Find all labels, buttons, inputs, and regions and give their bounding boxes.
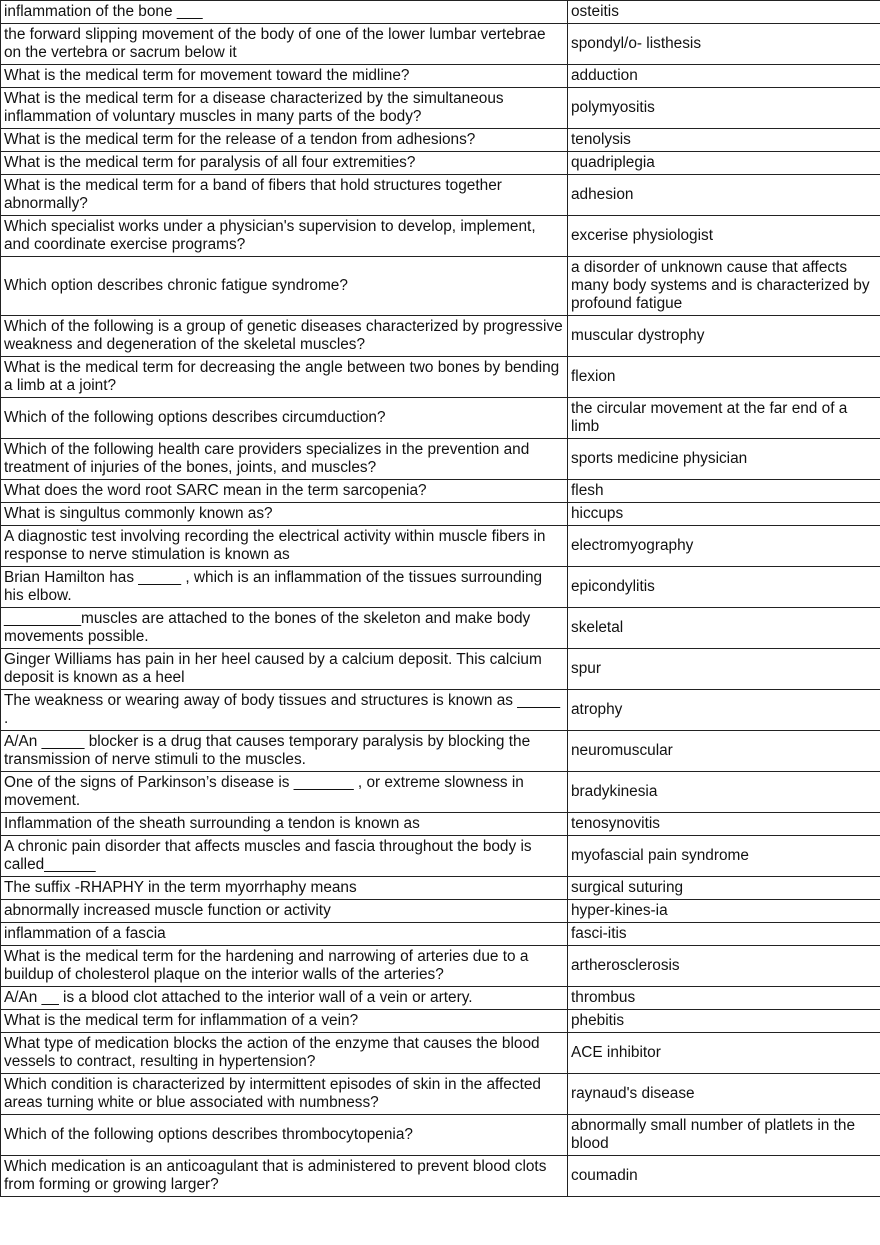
question-cell: What is singultus commonly known as?	[1, 503, 568, 526]
answer-cell: the circular movement at the far end of a limb	[568, 398, 880, 439]
answer-cell: coumadin	[568, 1156, 880, 1197]
table-row	[1, 129, 880, 152]
question-cell: What is the medical term for the release of a tendon from adhesions?	[1, 129, 568, 152]
table-row	[1, 690, 880, 731]
question-cell: Which option describes chronic fatigue syndrome?	[1, 257, 568, 316]
question-cell: _________muscles are attached to the bones of the skeleton and make body movements possible.	[1, 608, 568, 649]
answer-cell: spondyl/o- listhesis	[568, 24, 880, 65]
answer-cell: spur	[568, 649, 880, 690]
answer-cell: tenolysis	[568, 129, 880, 152]
question-cell: abnormally increased muscle function or activity	[1, 900, 568, 923]
answer-cell: polymyositis	[568, 88, 880, 129]
question-cell: What is the medical term for decreasing the angle between two bones by bending a limb at a joint?	[1, 357, 568, 398]
question-cell: What is the medical term for inflammation of a vein?	[1, 1010, 568, 1033]
answer-cell: artherosclerosis	[568, 946, 880, 987]
table-row	[1, 503, 880, 526]
answer-cell: muscular dystrophy	[568, 316, 880, 357]
table-row	[1, 175, 880, 216]
question-cell: Brian Hamilton has _____ , which is an inflammation of the tissues surrounding his elbow.	[1, 567, 568, 608]
question-cell: The suffix -RHAPHY in the term myorrhaphy means	[1, 877, 568, 900]
table-row	[1, 152, 880, 175]
question-cell: Which specialist works under a physician's supervision to develop, implement, and coordinate exercise programs?	[1, 216, 568, 257]
answer-cell: flexion	[568, 357, 880, 398]
answer-cell: phebitis	[568, 1010, 880, 1033]
question-cell: inflammation of the bone ___	[1, 1, 568, 24]
table-row	[1, 836, 880, 877]
question-cell: What is the medical term for the hardening and narrowing of arteries due to a buildup of cholesterol plaque on the interior walls of the arteries?	[1, 946, 568, 987]
question-cell: What is the medical term for paralysis of all four extremities?	[1, 152, 568, 175]
answer-cell: electromyography	[568, 526, 880, 567]
question-cell: A chronic pain disorder that affects muscles and fascia throughout the body is called______	[1, 836, 568, 877]
answer-cell: myofascial pain syndrome	[568, 836, 880, 877]
table-row	[1, 1156, 880, 1197]
answer-cell: a disorder of unknown cause that affects many body systems and is characterized by profound fatigue	[568, 257, 880, 316]
table-row	[1, 900, 880, 923]
table-row	[1, 526, 880, 567]
table-row	[1, 398, 880, 439]
question-cell: What is the medical term for a disease characterized by the simultaneous inflammation of voluntary muscles in many parts of the body?	[1, 88, 568, 129]
answer-cell: bradykinesia	[568, 772, 880, 813]
table-row	[1, 1, 880, 24]
table-row	[1, 772, 880, 813]
answer-cell: sports medicine physician	[568, 439, 880, 480]
table-row	[1, 946, 880, 987]
table-row	[1, 923, 880, 946]
table-row	[1, 216, 880, 257]
answer-cell: surgical suturing	[568, 877, 880, 900]
table-row	[1, 649, 880, 690]
answer-cell: osteitis	[568, 1, 880, 24]
answer-cell: excerise physiologist	[568, 216, 880, 257]
question-cell: The weakness or wearing away of body tissues and structures is known as _____ .	[1, 690, 568, 731]
answer-cell: abnormally small number of platlets in the blood	[568, 1115, 880, 1156]
flashcard-table-body	[1, 1, 880, 1197]
question-cell: What type of medication blocks the action of the enzyme that causes the blood vessels to contract, resulting in hypertension?	[1, 1033, 568, 1074]
answer-cell: adduction	[568, 65, 880, 88]
question-cell: What is the medical term for a band of fibers that hold structures together abnormally?	[1, 175, 568, 216]
answer-cell: fasci-itis	[568, 923, 880, 946]
question-cell: A/An _____ blocker is a drug that causes temporary paralysis by blocking the transmission of nerve stimuli to the muscles.	[1, 731, 568, 772]
table-row	[1, 877, 880, 900]
table-row	[1, 987, 880, 1010]
table-row	[1, 439, 880, 480]
question-cell: Inflammation of the sheath surrounding a tendon is known as	[1, 813, 568, 836]
table-row	[1, 813, 880, 836]
question-cell: the forward slipping movement of the body of one of the lower lumbar vertebrae on the vertebra or sacrum below it	[1, 24, 568, 65]
table-row	[1, 316, 880, 357]
table-row	[1, 1033, 880, 1074]
answer-cell: hiccups	[568, 503, 880, 526]
answer-cell: quadriplegia	[568, 152, 880, 175]
table-row	[1, 1010, 880, 1033]
answer-cell: raynaud's disease	[568, 1074, 880, 1115]
answer-cell: thrombus	[568, 987, 880, 1010]
answer-cell: atrophy	[568, 690, 880, 731]
table-row	[1, 357, 880, 398]
question-cell: Ginger Williams has pain in her heel caused by a calcium deposit. This calcium deposit is known as a heel	[1, 649, 568, 690]
table-row	[1, 731, 880, 772]
question-cell: Which condition is characterized by intermittent episodes of skin in the affected areas turning white or blue associated with numbness?	[1, 1074, 568, 1115]
question-cell: A diagnostic test involving recording the electrical activity within muscle fibers in response to nerve stimulation is known as	[1, 526, 568, 567]
table-row	[1, 88, 880, 129]
question-cell: Which of the following options describes thrombocytopenia?	[1, 1115, 568, 1156]
table-row	[1, 65, 880, 88]
table-row	[1, 1074, 880, 1115]
table-row	[1, 480, 880, 503]
table-row	[1, 1115, 880, 1156]
question-cell: Which of the following options describes circumduction?	[1, 398, 568, 439]
table-row	[1, 608, 880, 649]
answer-cell: tenosynovitis	[568, 813, 880, 836]
answer-cell: skeletal	[568, 608, 880, 649]
question-cell: What is the medical term for movement toward the midline?	[1, 65, 568, 88]
question-cell: A/An __ is a blood clot attached to the interior wall of a vein or artery.	[1, 987, 568, 1010]
question-cell: Which of the following is a group of genetic diseases characterized by progressive weakness and degeneration of the skeletal muscles?	[1, 316, 568, 357]
answer-cell: hyper-kines-ia	[568, 900, 880, 923]
table-row	[1, 257, 880, 316]
question-cell: One of the signs of Parkinson’s disease is _______ , or extreme slowness in movement.	[1, 772, 568, 813]
answer-cell: adhesion	[568, 175, 880, 216]
question-cell: inflammation of a fascia	[1, 923, 568, 946]
table-row	[1, 567, 880, 608]
answer-cell: neuromuscular	[568, 731, 880, 772]
answer-cell: epicondylitis	[568, 567, 880, 608]
answer-cell: flesh	[568, 480, 880, 503]
question-cell: Which of the following health care providers specializes in the prevention and treatment of injuries of the bones, joints, and muscles?	[1, 439, 568, 480]
question-cell: What does the word root SARC mean in the term sarcopenia?	[1, 480, 568, 503]
question-cell: Which medication is an anticoagulant that is administered to prevent blood clots from forming or growing larger?	[1, 1156, 568, 1197]
answer-cell: ACE inhibitor	[568, 1033, 880, 1074]
table-row	[1, 24, 880, 65]
